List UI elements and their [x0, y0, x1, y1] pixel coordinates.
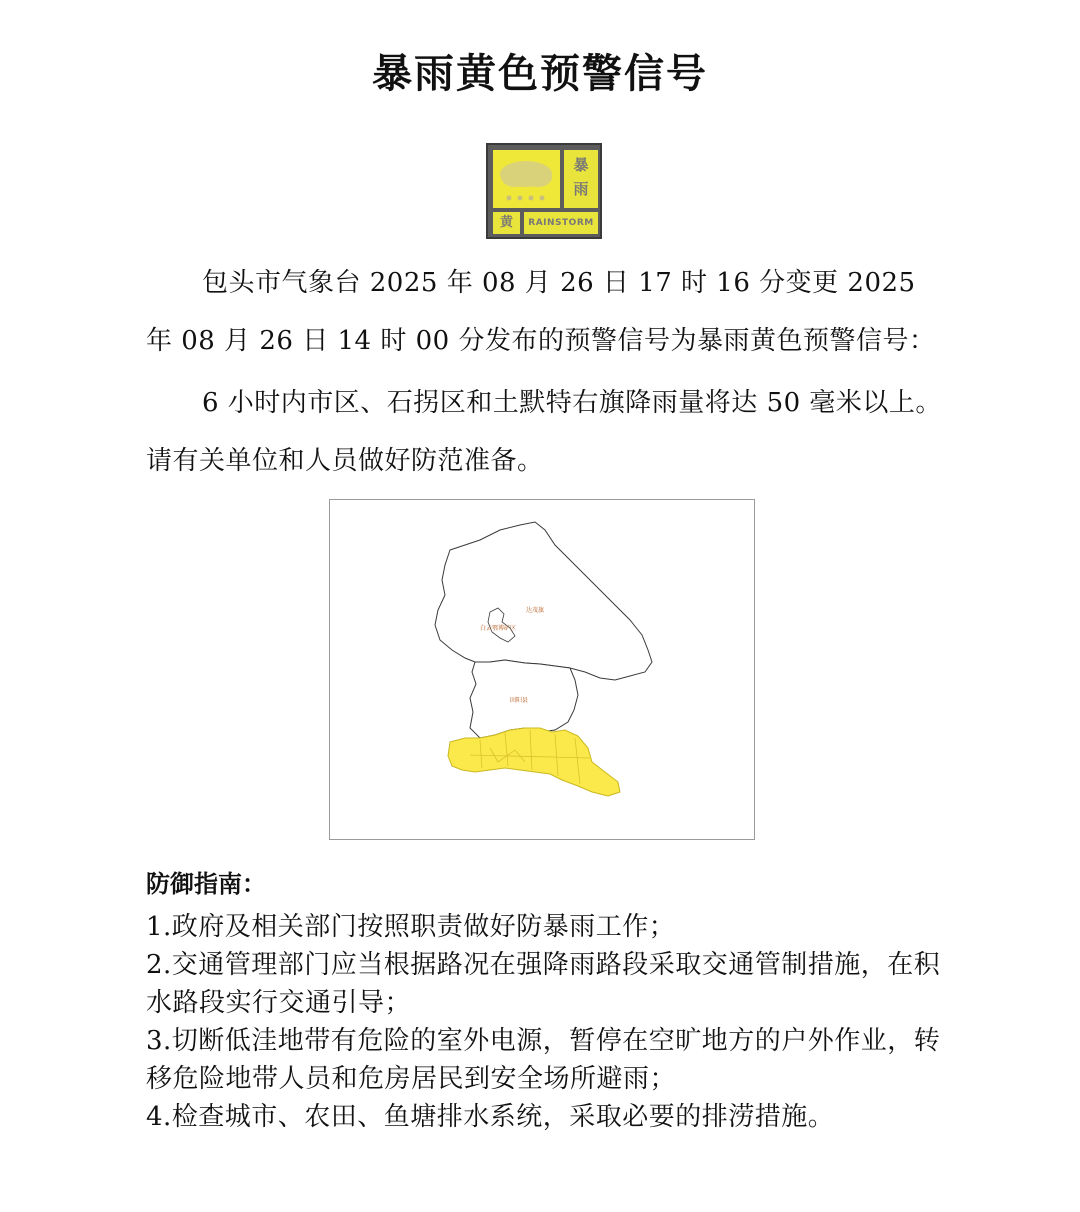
guide-item: 4.检查城市、农田、鱼塘排水系统，采取必要的排涝措施。	[146, 1102, 835, 1132]
guide-heading: 防御指南：	[146, 870, 266, 898]
guide-item: 3.切断低洼地带有危险的室外电源，暂停在空旷地方的户外作业，转移危险地带人员和危房居民到安全场所避雨；	[146, 1026, 941, 1094]
signal-char-top: 暴	[573, 156, 589, 174]
map-label-enclave: 白云鄂博矿区	[480, 625, 517, 632]
map-region-north	[435, 522, 652, 680]
page-title: 暴雨黄色预警信号	[372, 51, 708, 97]
signal-char-bottom: 雨	[573, 180, 589, 198]
guide-item: 2.交通管理部门应当根据路况在强降雨路段采取交通管制措施，在积水路段实行交通引导；	[146, 950, 941, 1018]
warning-area-map	[329, 499, 755, 840]
signal-english-label: RAINSTORM	[528, 218, 594, 228]
rainstorm-yellow-signal-icon	[486, 143, 602, 239]
map-region-warning-area	[448, 728, 620, 796]
signal-level-char: 黄	[499, 215, 513, 230]
map-label-middle: 固阳县	[510, 697, 529, 704]
guide-item: 1.政府及相关部门按照职责做好防暴雨工作；	[146, 912, 676, 942]
notice-paragraph-1: 包头市气象台 2025 年 08 月 26 日 17 时 16 分变更 2025 年 08 月 26 日 14 时 00 分发布的预警信号为暴雨黄色预警信号：	[146, 268, 936, 356]
cloud-rain-icon	[493, 150, 560, 208]
guide-list	[146, 908, 956, 1136]
map-label-north: 达茂旗	[526, 607, 545, 614]
notice-paragraph-2: 6 小时内市区、石拐区和土默特右旗降雨量将达 50 毫米以上。请有关单位和人员做好防范准备。	[146, 388, 942, 476]
baotou-map-svg	[330, 500, 756, 841]
